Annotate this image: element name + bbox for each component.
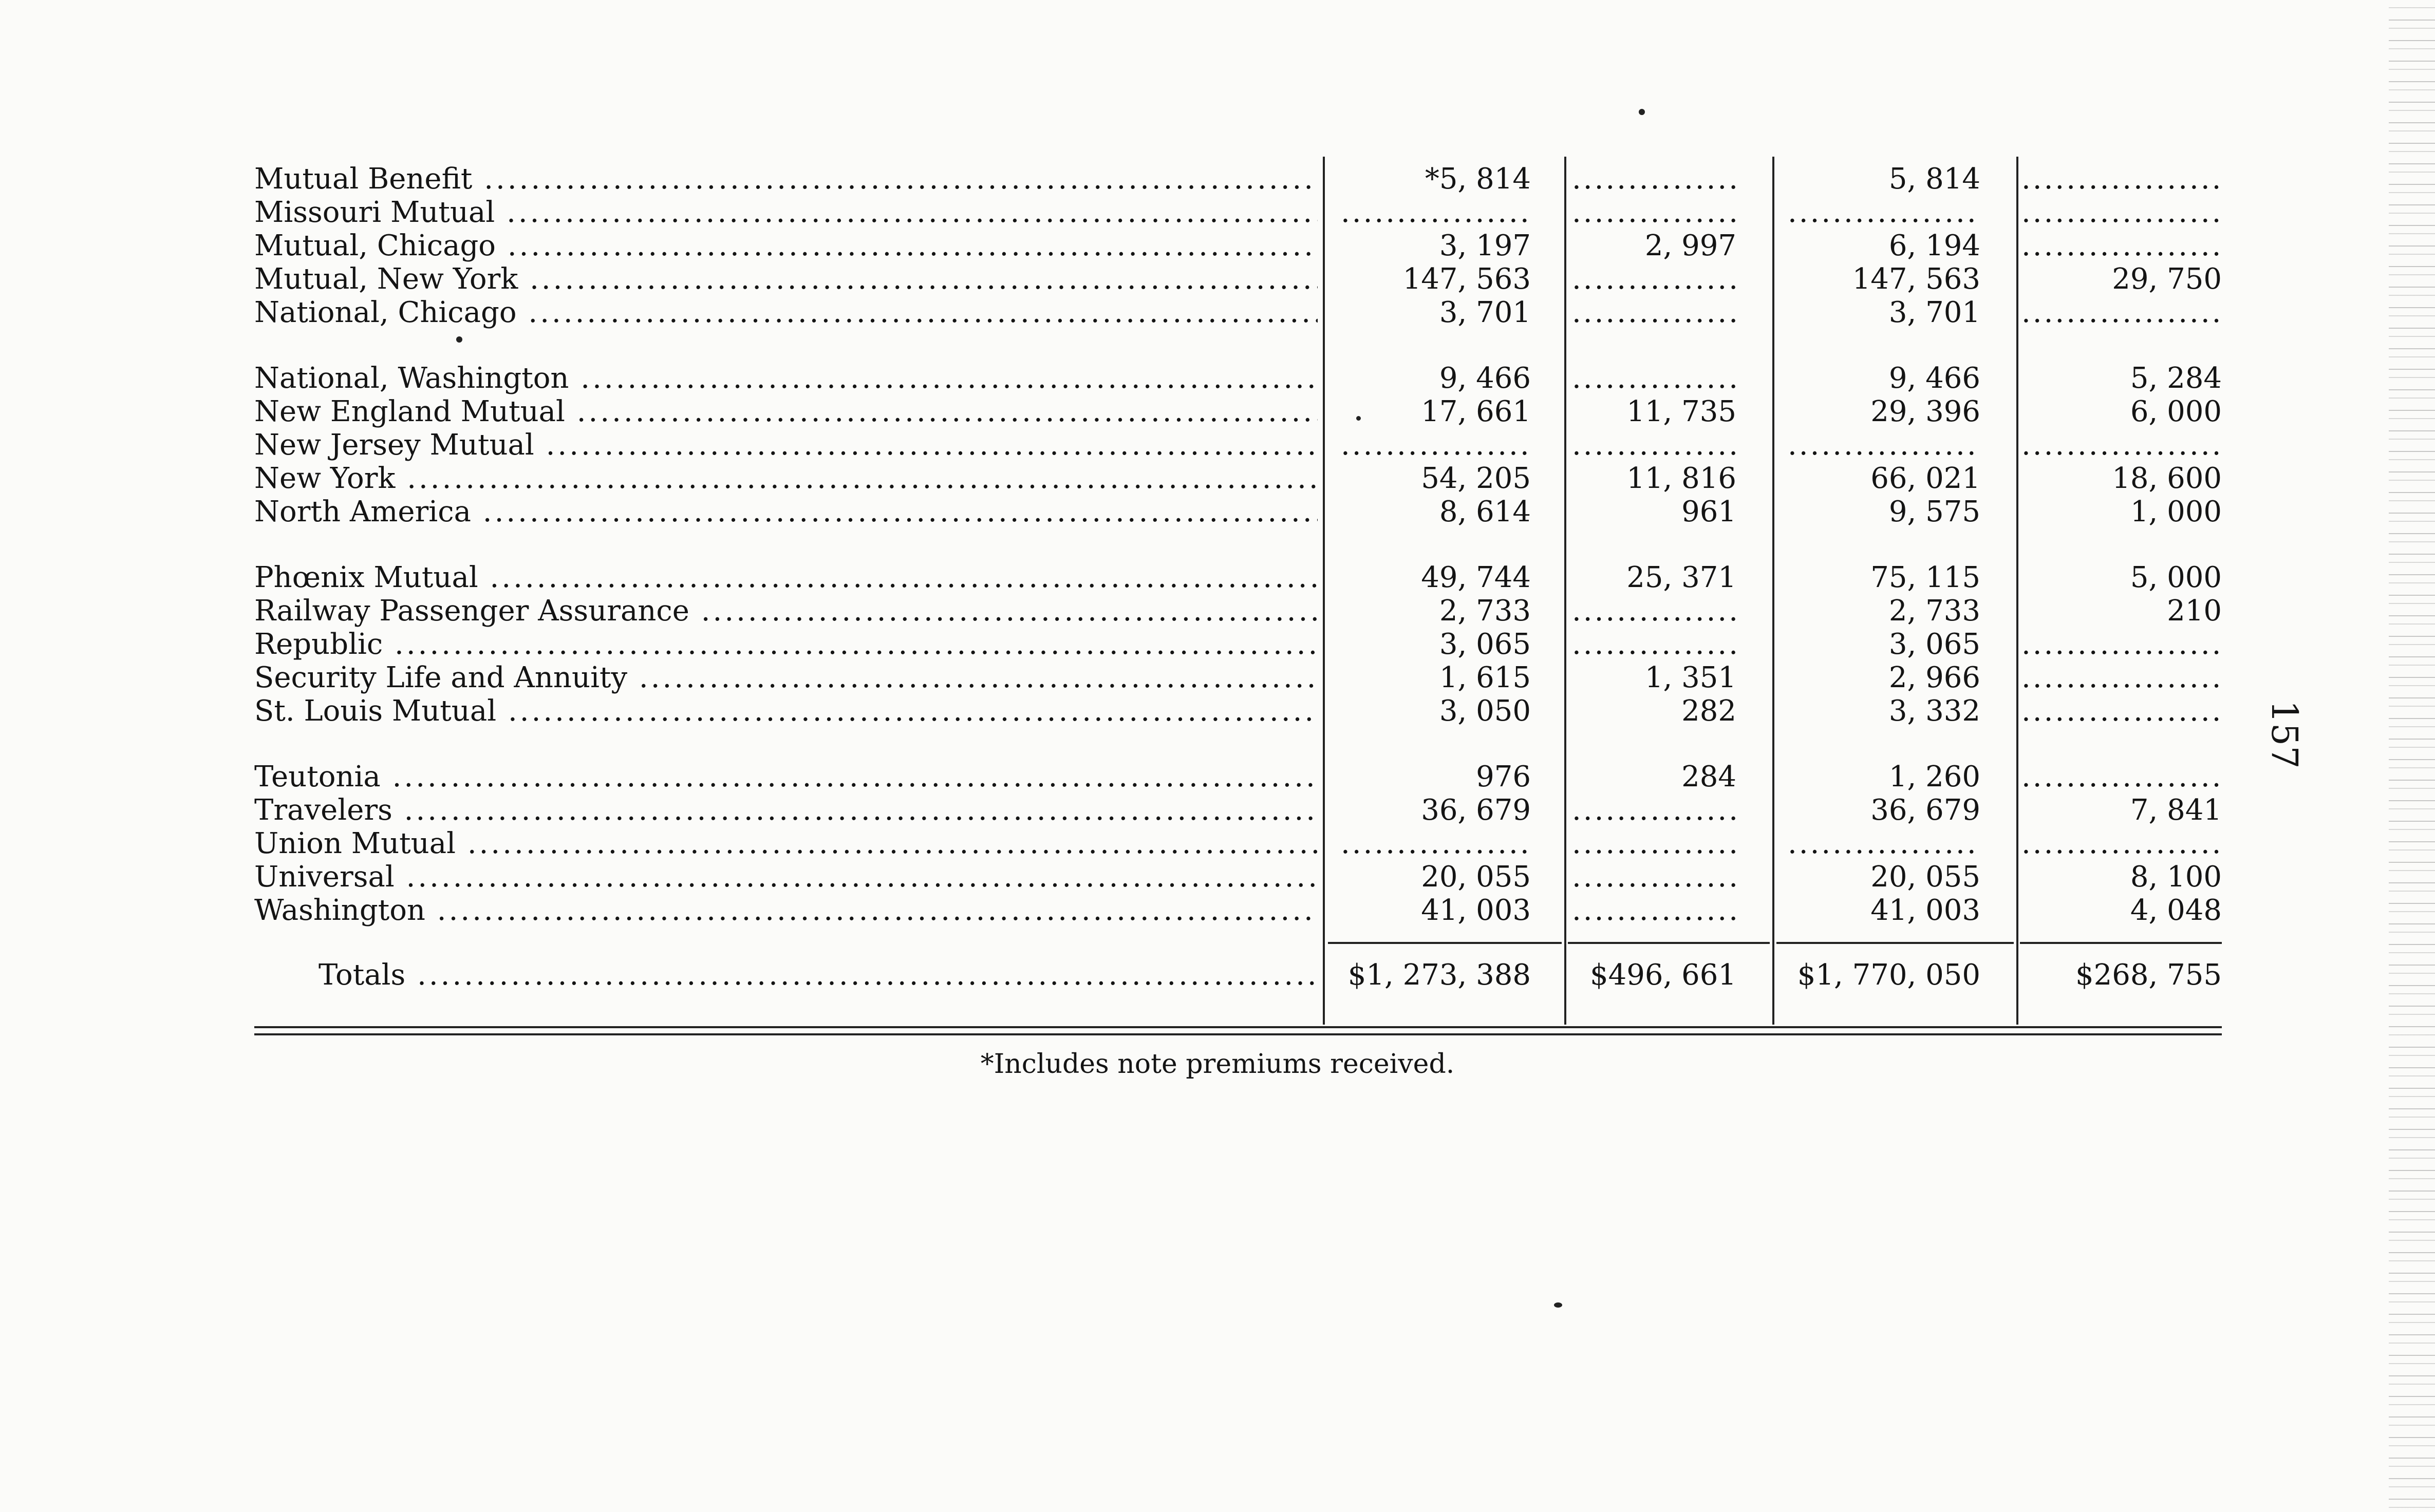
company-name: Mutual, Chicago ..... <box>254 229 1318 263</box>
value-cell-col-1: 20, 055 <box>1421 860 1531 894</box>
table-row <box>0 196 2435 230</box>
value-cell-col-3: 3, 332 <box>1888 694 1980 728</box>
totals-rule <box>1328 942 1562 944</box>
company-name: Security Life and Annuity ..... <box>254 661 1318 695</box>
scan-speck <box>456 336 462 343</box>
value-cell-col-4 <box>2021 196 2222 230</box>
value-cell-col-4: 7, 841 <box>2130 793 2222 827</box>
company-name: Phœnix Mutual ..... <box>254 561 1318 595</box>
table-row <box>0 628 2435 662</box>
value-cell-col-2 <box>1572 594 1736 628</box>
table-row <box>0 561 2435 595</box>
value-cell-col-3 <box>1788 428 1980 462</box>
value-cell-col-4 <box>2021 162 2222 196</box>
table-row <box>0 296 2435 330</box>
value-cell-col-3: 41, 003 <box>1870 894 1980 927</box>
company-name: National, Washington ..... <box>254 362 1318 395</box>
table-bottom-rule <box>254 1033 2222 1035</box>
value-cell-col-2 <box>1572 162 1736 196</box>
value-cell-col-4 <box>2021 694 2222 728</box>
value-cell-col-1: 8, 614 <box>1439 495 1531 528</box>
company-name: Travelers ..... <box>254 793 1318 827</box>
value-cell-col-3: 75, 115 <box>1870 561 1980 594</box>
company-name: Railway Passenger Assurance ..... <box>254 594 1318 628</box>
company-name: Washington ..... <box>254 894 1318 928</box>
value-cell-col-3: 66, 021 <box>1870 462 1980 495</box>
value-cell-col-4: 4, 048 <box>2130 894 2222 927</box>
company-name: Mutual Benefit ..... <box>254 162 1318 196</box>
value-cell-col-2 <box>1572 894 1736 928</box>
footnote: *Includes note premiums received. <box>980 1049 1455 1080</box>
value-cell-col-4 <box>2021 229 2222 263</box>
value-cell-col-1: 976 <box>1476 760 1531 793</box>
value-cell-col-2: 284 <box>1681 760 1736 793</box>
value-cell-col-3: 3, 701 <box>1888 296 1980 329</box>
value-cell-col-3: 2, 733 <box>1888 594 1980 628</box>
value-cell-col-4: 6, 000 <box>2130 395 2222 428</box>
company-name: New York ..... <box>254 462 1318 496</box>
value-cell-col-1 <box>1341 827 1531 861</box>
value-cell-col-2 <box>1572 296 1736 330</box>
table-row <box>0 860 2435 894</box>
totals-label: Totals ..... <box>319 958 1318 992</box>
value-cell-col-3 <box>1788 827 1980 861</box>
company-name: Missouri Mutual ..... <box>254 196 1318 230</box>
table-row <box>0 395 2435 429</box>
scan-speck <box>1554 1302 1562 1308</box>
column-rule <box>2016 157 2018 1025</box>
company-name: St. Louis Mutual ..... <box>254 694 1318 728</box>
value-cell-col-3 <box>1788 196 1980 230</box>
totals-rule <box>1568 942 1770 944</box>
value-cell-col-3: 20, 055 <box>1870 860 1980 894</box>
value-cell-col-2 <box>1572 428 1736 462</box>
value-cell-col-1: 54, 205 <box>1421 462 1531 495</box>
value-cell-col-1: 3, 701 <box>1439 296 1531 329</box>
table-row <box>0 594 2435 628</box>
value-cell-col-1: 147, 563 <box>1402 262 1531 296</box>
value-cell-col-2 <box>1572 262 1736 296</box>
value-cell-col-3: 2, 966 <box>1888 661 1980 694</box>
table-row <box>0 462 2435 496</box>
company-name: Teutonia ..... <box>254 760 1318 794</box>
column-rule <box>1323 157 1325 1025</box>
value-cell-col-3: 6, 194 <box>1888 229 1980 262</box>
table-row <box>0 694 2435 728</box>
value-cell-col-4 <box>2021 827 2222 861</box>
column-rule <box>1772 157 1774 1025</box>
value-cell-col-1: 3, 197 <box>1439 229 1531 262</box>
value-cell-col-2: 2, 997 <box>1644 229 1736 262</box>
value-cell-col-4 <box>2021 760 2222 794</box>
total-cell-col-2: $496, 661 <box>1589 958 1736 992</box>
company-name: New Jersey Mutual ..... <box>254 428 1318 462</box>
value-cell-col-4 <box>2021 428 2222 462</box>
value-cell-col-2: 282 <box>1681 694 1736 728</box>
value-cell-col-1 <box>1341 196 1531 230</box>
value-cell-col-2 <box>1572 362 1736 395</box>
value-cell-col-1: 1, 615 <box>1439 661 1531 694</box>
table-row <box>0 894 2435 928</box>
value-cell-col-4: 29, 750 <box>2112 262 2222 296</box>
value-cell-col-4: 210 <box>2167 594 2222 628</box>
value-cell-col-1: 41, 003 <box>1421 894 1531 927</box>
table-row <box>0 428 2435 462</box>
totals-rule <box>1776 942 2014 944</box>
company-name: Union Mutual ..... <box>254 827 1318 861</box>
value-cell-col-3: 9, 466 <box>1888 362 1980 395</box>
scan-speck <box>1639 109 1645 115</box>
value-cell-col-1: 9, 466 <box>1439 362 1531 395</box>
table-row <box>0 495 2435 529</box>
value-cell-col-3: 29, 396 <box>1870 395 1980 428</box>
total-cell-col-4: $268, 755 <box>2075 958 2222 992</box>
value-cell-col-1: 17, 661 <box>1421 395 1531 428</box>
total-cell-col-3: $1, 770, 050 <box>1797 958 1980 992</box>
column-rule <box>1564 157 1566 1025</box>
value-cell-col-2 <box>1572 196 1736 230</box>
value-cell-col-2: 1, 351 <box>1644 661 1736 694</box>
value-cell-col-2: 11, 735 <box>1626 395 1736 428</box>
value-cell-col-1: *5, 814 <box>1425 162 1531 196</box>
value-cell-col-3: 36, 679 <box>1870 793 1980 827</box>
table-row <box>0 229 2435 263</box>
value-cell-col-2 <box>1572 793 1736 827</box>
value-cell-col-4: 5, 284 <box>2130 362 2222 395</box>
total-cell-col-1: $1, 273, 388 <box>1347 958 1531 992</box>
table-bottom-rule <box>254 1026 2222 1028</box>
table-row <box>0 661 2435 695</box>
company-name: Republic ..... <box>254 628 1318 662</box>
company-name: North America ..... <box>254 495 1318 529</box>
value-cell-col-4 <box>2021 661 2222 695</box>
company-name: Mutual, New York ..... <box>254 262 1318 296</box>
table-row <box>0 362 2435 395</box>
table-row <box>0 162 2435 196</box>
value-cell-col-4 <box>2021 628 2222 662</box>
company-name: New England Mutual ..... <box>254 395 1318 429</box>
value-cell-col-3: 9, 575 <box>1888 495 1980 528</box>
value-cell-col-3: 5, 814 <box>1888 162 1980 196</box>
value-cell-col-3: 3, 065 <box>1888 628 1980 661</box>
totals-row <box>0 958 2435 992</box>
value-cell-col-1: 2, 733 <box>1439 594 1531 628</box>
value-cell-col-4: 1, 000 <box>2130 495 2222 528</box>
value-cell-col-1: 36, 679 <box>1421 793 1531 827</box>
value-cell-col-2 <box>1572 628 1736 662</box>
table-row <box>0 827 2435 861</box>
page-number: 157 <box>2263 700 2306 769</box>
value-cell-col-4 <box>2021 296 2222 330</box>
value-cell-col-2: 11, 816 <box>1626 462 1736 495</box>
company-name: National, Chicago ..... <box>254 296 1318 330</box>
value-cell-col-1: 3, 065 <box>1439 628 1531 661</box>
value-cell-col-2: 25, 371 <box>1626 561 1736 594</box>
value-cell-col-1: 49, 744 <box>1421 561 1531 594</box>
value-cell-col-4: 18, 600 <box>2112 462 2222 495</box>
totals-rule <box>2020 942 2222 944</box>
company-name: Universal ..... <box>254 860 1318 894</box>
value-cell-col-2: 961 <box>1681 495 1736 528</box>
value-cell-col-3: 147, 563 <box>1852 262 1980 296</box>
value-cell-col-1 <box>1341 428 1531 462</box>
table-row <box>0 760 2435 794</box>
table-row <box>0 262 2435 296</box>
value-cell-col-3: 1, 260 <box>1888 760 1980 793</box>
value-cell-col-1: 3, 050 <box>1439 694 1531 728</box>
value-cell-col-2 <box>1572 860 1736 894</box>
value-cell-col-2 <box>1572 827 1736 861</box>
value-cell-col-4: 8, 100 <box>2130 860 2222 894</box>
value-cell-col-4: 5, 000 <box>2130 561 2222 594</box>
scan-speck <box>1356 416 1361 421</box>
table-row <box>0 793 2435 827</box>
